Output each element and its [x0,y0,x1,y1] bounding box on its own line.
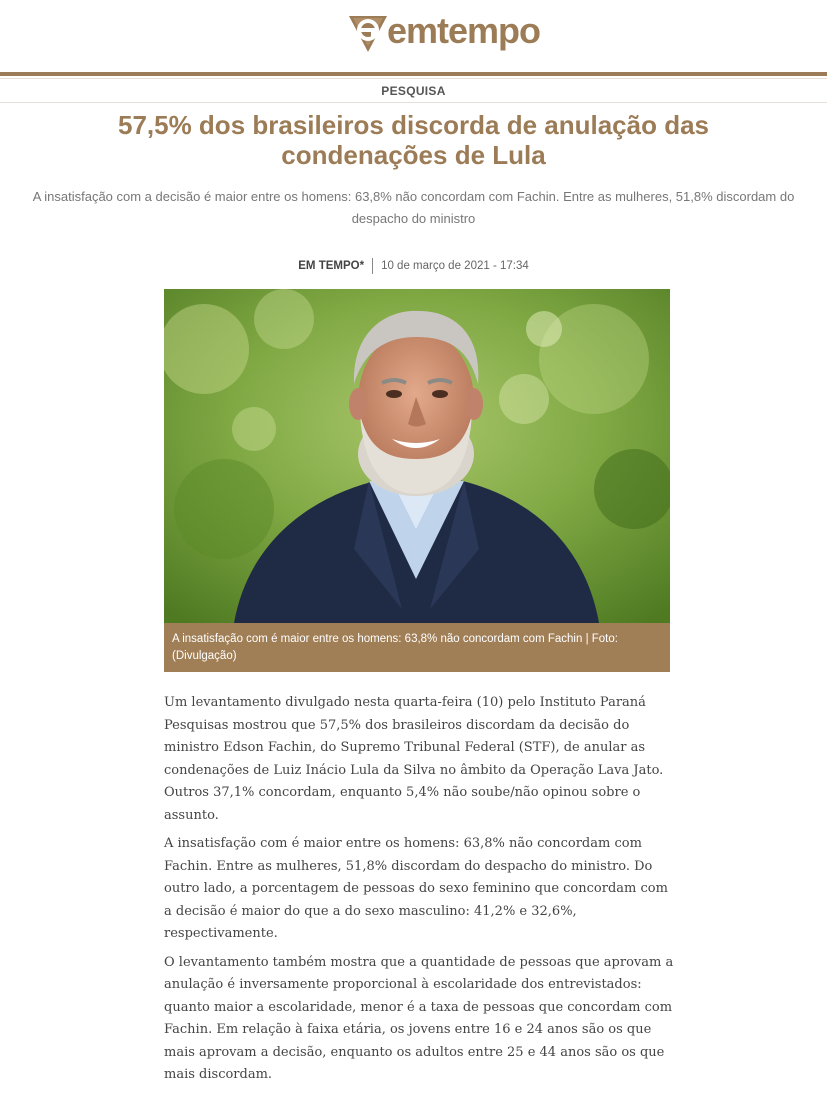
photo-caption: A insatisfação com é maior entre os homens: 63,8% não concordam com Fachin | Foto: (Divulgação) [164,623,670,672]
byline-separator [372,258,373,274]
site-header [0,0,827,72]
header-divider-thin [0,78,827,79]
author-name[interactable]: EM TEMPO* [298,260,365,273]
site-logo[interactable] [345,8,540,54]
article-paragraph: A insatisfação com é maior entre os homens: 63,8% não concordam com Fachin. Entre as mulheres, 51,8% discordam do despacho do ministro. Do outro lado, a porcentagem de pessoas do sexo feminino que concordam com a decisão é maior do que a do sexo masculino: 41,2% e 32,6%, respectivamente. [164,836,668,941]
logo-e-icon [345,8,391,54]
article-category[interactable]: PESQUISA [381,84,446,98]
article-photo [164,289,670,623]
article-title: 57,5% dos brasileiros discorda de anulação das condenações de Lula [117,110,710,170]
article-paragraph: Um levantamento divulgado nesta quarta-feira (10) pelo Instituto Paraná Pesquisas mostrou que 57,5% dos brasileiros discordam da decisão do ministro Edson Fachin, do Supremo Tribunal Federal (STF), de anular as condenações de Luiz Inácio Lula da Silva no âmbito da Operação Lava Jato. Outros 37,1% concordam, enquanto 5,4% não soube/não opinou sobre o assunto. [164,695,664,823]
publish-date: 10 de março de 2021 - 17:34 [381,260,529,273]
article-paragraph: O levantamento também mostra que a quantidade de pessoas que aprovam a anulação é inversamente proporcional à escolaridade dos entrevistados: quanto maior a escolaridade, menor é a taxa de pessoas que concordam com Fachin. Em relação à faixa etária, os jovens entre 16 e 24 anos são os que mais aprovam a decisão, enquanto os adultos entre 25 e 44 anos são os que mais discordam. [164,954,674,1082]
logo-wordmark: emtempo [387,10,541,51]
article-byline [0,258,827,274]
article-body [164,692,674,1093]
article-subtitle: A insatisfação com a decisão é maior entre os homens: 63,8% não concordam com Fachin. Entre as mulheres, 51,8% discordam do despacho do ministro [32,189,795,226]
header-divider [0,72,827,76]
category-divider [0,102,827,103]
